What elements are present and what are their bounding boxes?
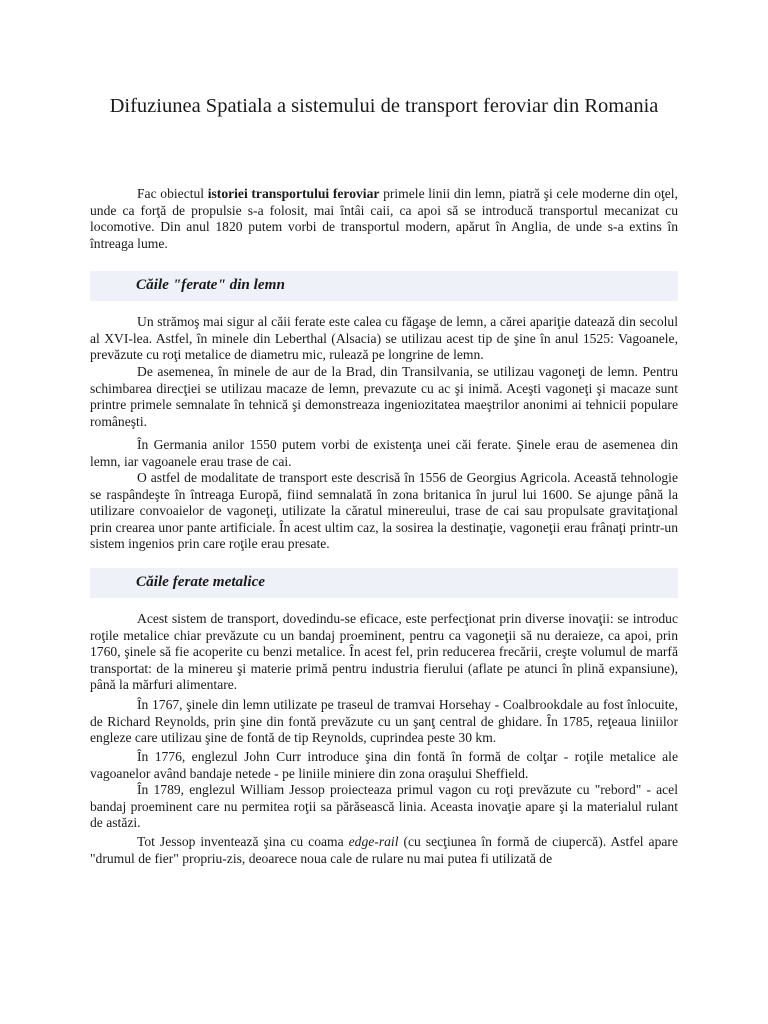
paragraph: În 1776, englezul John Curr introduce şina din fontă în formă de colţar - roţile metalice ale vagoanelor având bandaje netede - pe liniile miniere din zona oraşului Sheffield. [90,749,678,781]
paragraph-text-end: (cu secţiunea în formă de ciupercă). Astfel apare "drumul de fier" propriu-zis, deoarece noua cale de rulare nu mai putea fi utilizată de [90,834,678,866]
paragraph: O astfel de modalitate de transport este descrisă în 1556 de Georgius Agricola. Această tehnologie se raspândeşte în întreaga Europă, fiind semnalată în zona britanica în jurul lui 1600. Se ajunge până la utilizare convoaielor de vagoneţi, utilizate la căratul minereului, trase de cai sau propulsate gravitaţional prin crearea unor pante artificiale. În acest ultim caz, la sosirea la destinaţie, vagoneţii erau frânaţi printr-un sistem ingenios prin care roţile erau presate. [90,470,678,552]
paragraph: Acest sistem de transport, dovedindu-se eficace, este perfecţionat prin diverse inovaţii: se introduc roţile metalice chiar prevăzute cu un bandaj proeminent, pentru ca vagoneţii să nu deraieze, ca apoi, prin 1760, şinele să fie acoperite cu benzi metalice. În acest fel, prin reducerea frecării, creşte volumul de marfă transportat: de la minereu şi materie primă pentru industria fierului (aflate pe atunci în plină expansiune), până la mărfuri alimentare. [90,611,678,693]
intro-paragraph [90,186,678,252]
intro-text-start: Fac obiectul [137,186,208,201]
intro-text-end: primele linii din lemn, piatră şi cele moderne din oţel, unde ca forţă de propulsie s-a folosit, mai întâi caii, ca apoi să se introducă transportul mecanizat cu locomotive. Din anul 1820 putem vorbi de transportul modern, apărut în Anglia, de unde s-a extins în întreaga lume. [90,186,678,251]
section-heading-text: Căile "ferate" din lemn [136,276,285,293]
document-title: Difuziunea Spatiala a sistemului de transport feroviar din Romania [109,95,659,117]
paragraph-italic-term: edge-rail [348,834,399,849]
section-heading-metal-rails [90,568,678,598]
paragraph-text-start: Tot Jessop inventează şina cu coama [137,834,349,849]
section-heading-wooden-rails [90,271,678,301]
paragraph: Un strămoş mai sigur al căii ferate este calea cu făgaşe de lemn, a cărei apariţie datează din secolul al XVI-lea. Astfel, în minele din Leberthal (Alsacia) se utilizau acest tip de şine în anul 1525: Vagoanele, prevăzute cu roţi metalice de diametru mic, rulează pe longrine de lemn. [90,314,678,363]
paragraph: De asemenea, în minele de aur de la Brad, din Transilvania, se utilizau vagoneţi de lemn. Pentru schimbarea direcţiei se utilizau macaze de lemn, prevazute cu ac şi inimă. Aceşti vagoneţi şi macaze sunt printre primele semnalate în tehnică şi demonstreaza ingeniozitatea maeştrilor anonimi ai tehnicii populare româneşti. [90,364,678,429]
section-heading-text: Căile ferate metalice [136,573,266,590]
paragraph: În 1767, şinele din lemn utilizate pe traseul de tramvai Horsehay - Coalbrookdale au fost înlocuite, de Richard Reynolds, prin şine din fontă prevăzute cu un şanţ central de ghidare. În 1785, reţeaua liniilor engleze care utilizau şine de fontă de tip Reynolds, cuprindea peste 30 km. [90,697,678,746]
paragraph [90,834,678,867]
paragraph: În 1789, englezul William Jessop proiecteaza primul vagon cu roţi prevăzute cu "rebord" - acel bandaj proeminent care nu permitea roţii sa părăsească linia. Aceasta inovaţie apare şi la materialul rulant de astăzi. [90,782,678,831]
intro-bold-text: istoriei transportului feroviar [207,186,380,201]
paragraph: În Germania anilor 1550 putem vorbi de existenţa unei căi ferate. Şinele erau de asemenea din lemn, iar vagoanele erau trase de cai. [90,437,678,469]
